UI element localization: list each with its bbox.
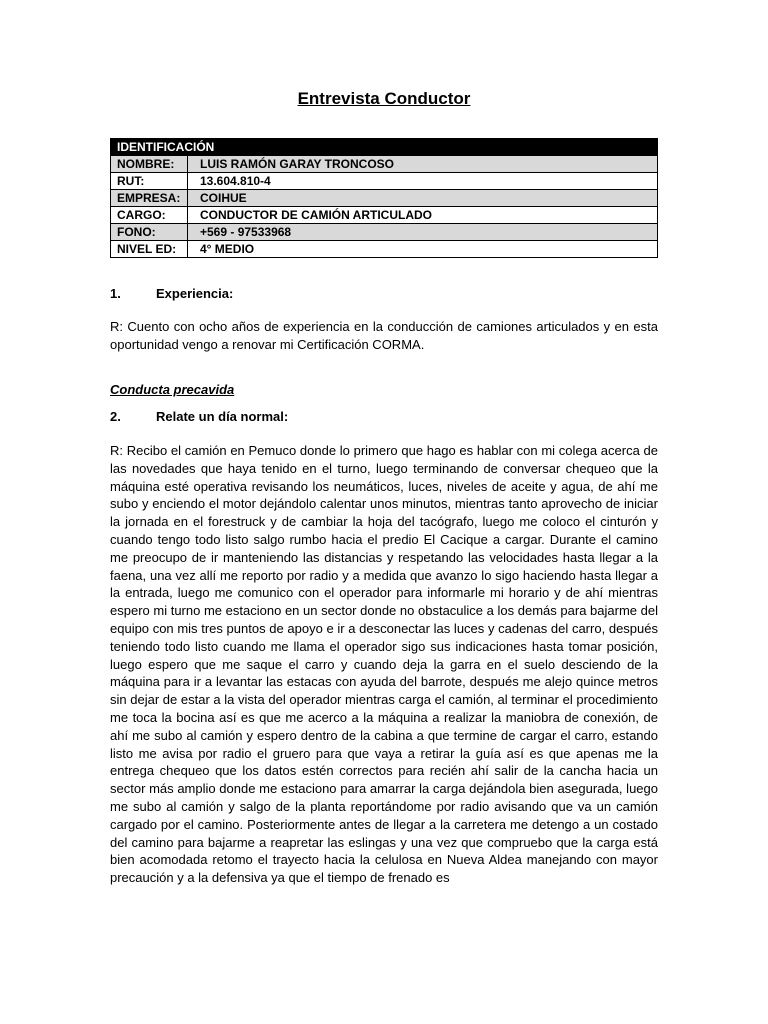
row-value-rut: 13.604.810-4 [188,173,658,190]
table-row [111,173,658,190]
question-2-label: Relate un día normal: [156,409,289,424]
question-2-number: 2. [110,409,121,424]
table-row [111,224,658,241]
row-label-nivel-ed: NIVEL ED: [111,241,188,258]
section-title: Conducta precavida [110,382,235,397]
question-1-heading [110,286,233,301]
row-value-empresa: COIHUE [188,190,658,207]
question-2-answer: R: Recibo el camión en Pemuco donde lo primero que hago es hablar con mi colega acerca de las novedades que haya tenido en el turno, luego terminando de conversar chequeo que la máquina esté operativa revisando los neumáticos, luces, niveles de aceite y agua, de ahí me subo y enciendo el motor dejándolo calentar unos minutos, mientras tanto aprovecho de iniciar la jornada en el forestruck y de cambiar la hoja del tacógrafo, luego me coloco el cinturón y cuando tengo todo listo salgo rumbo hacia el predio El Cacique a cargar. Durante el camino me preocupo de ir manteniendo las distancias y respetando las velocidades hasta llegar a la faena, una vez allí me reporto por radio y a medida que avanzo lo sigo haciendo hasta llegar a la entrada, luego me comunico con el operador para informarle mi horario y de ahí mientras espero mi turno me estaciono en un sector donde no obstaculice a los demás para bajarme del equipo con mis tres puntos de apoyo e ir a desconectar las luces y cadenas del carro, después teniendo todo listo cuando me llama el operador sigo sus indicaciones hasta tomar posición, luego espero que me saque el carro y cuando deja la garra en el suelo desciendo de la máquina para ir a levantar las estacas con ayuda del barrote, después me alejo quince metros sin dejar de estar a la vista del operador mientras carga el camión, al terminar el procedimiento me toca la bocina así es que me acerco a la máquina a realizar la maniobra de conexión, de ahí me subo al camión y espero dentro de la cabina a que termine de cargar el carro, estando listo me avisa por radio el gruero para que vaya a retirar la guía así es que apenas me la entrega chequeo que los datos estén correctos para recién ahí salir de la cancha hacia un sector más amplio donde me estaciono para amarrar la carga dejándola bien asegurada, luego me subo al camión y salgo de la planta reportándome por radio avisando que va un camión cargado por el camino. Posteriormente antes de llegar a la carretera me detengo a un costado del camino para bajarme a reapretar las eslingas y una vez que compruebo que la carga está bien acomodada retomo el trayecto hacia la celulosa en Nueva Aldea manejando con mayor precaución y a la defensiva ya que el tiempo de frenado es [110,443,658,886]
table-row [111,241,658,258]
table-row [111,190,658,207]
identification-table [110,138,658,258]
row-label-nombre: NOMBRE: [111,156,188,173]
row-value-cargo: CONDUCTOR DE CAMIÓN ARTICULADO [188,207,658,224]
row-value-fono: +569 - 97533968 [188,224,658,241]
question-2-heading [110,409,288,424]
document-title: Entrevista Conductor [297,89,471,108]
table-row [111,207,658,224]
row-label-fono: FONO: [111,224,188,241]
row-label-cargo: CARGO: [111,207,188,224]
table-row [111,156,658,173]
question-1-label: Experiencia: [156,286,234,301]
table-header-row [111,139,658,156]
row-value-nivel-ed: 4° MEDIO [188,241,658,258]
row-value-nombre: LUIS RAMÓN GARAY TRONCOSO [188,156,658,173]
row-label-rut: RUT: [111,173,188,190]
question-1-number: 1. [110,286,121,301]
question-1-answer: R: Cuento con ocho años de experiencia en la conducción de camiones articulados y en esta oportunidad vengo a renovar mi Certificación CORMA. [110,319,658,352]
row-label-empresa: EMPRESA: [111,190,188,207]
table-header: IDENTIFICACIÓN [111,139,658,156]
